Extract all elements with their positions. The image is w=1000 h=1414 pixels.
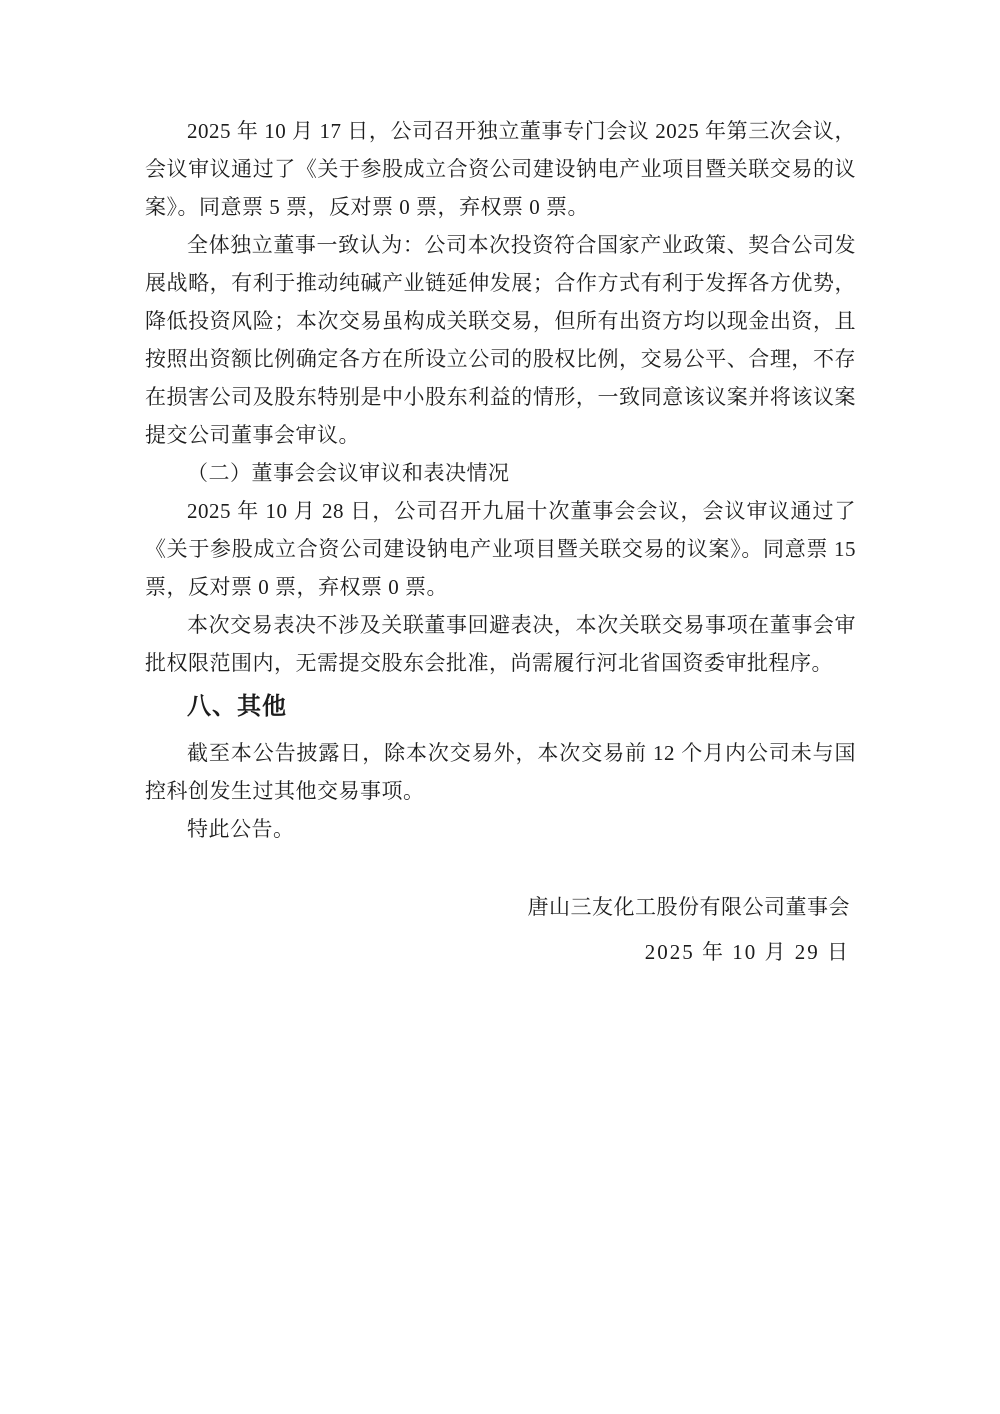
signature-block (145, 888, 856, 971)
paragraph-approval-scope: 本次交易表决不涉及关联董事回避表决，本次关联交易事项在董事会审批权限范围内，无需提交股东会批准，尚需履行河北省国资委审批程序。 (145, 613, 856, 675)
paragraph-closing: 特此公告。 (187, 817, 295, 841)
paragraph-other-transactions: 截至本公告披露日，除本次交易外，本次交易前 12 个月内公司未与国控科创发生过其他交易事项。 (145, 741, 856, 803)
signature-date: 2025 年 10 月 29 日 (644, 940, 850, 964)
paragraph-independent-directors-opinion: 全体独立董事一致认为：公司本次投资符合国家产业政策、契合公司发展战略，有利于推动纯碱产业链延伸发展；合作方式有利于发挥各方优势，降低投资风险；本次交易虽构成关联交易，但所有出资方均以现金出资，且按照出资额比例确定各方在所设立公司的股权比例，交易公平、合理，不存在损害公司及股东特别是中小股东利益的情形，一致同意该议案并将该议案提交公司董事会审议。 (145, 233, 856, 447)
paragraph-board-meeting: 2025 年 10 月 28 日，公司召开九届十次董事会会议，会议审议通过了《关于参股成立合资公司建设钠电产业项目暨关联交易的议案》。同意票 15 票，反对票 0 票，弃权票 0 票。 (145, 499, 856, 599)
section-heading-other: 八、其他 (187, 694, 287, 720)
signature-company: 唐山三友化工股份有限公司董事会 (527, 895, 850, 919)
subheading-board-review: （二）董事会会议审议和表决情况 (187, 461, 510, 485)
paragraph-independent-directors-meeting: 2025 年 10 月 17 日，公司召开独立董事专门会议 2025 年第三次会议，会议审议通过了《关于参股成立合资公司建设钠电产业项目暨关联交易的议案》。同意票 5 票，反对票 0 票，弃权票 0 票。 (145, 119, 856, 219)
document-body (145, 112, 856, 971)
